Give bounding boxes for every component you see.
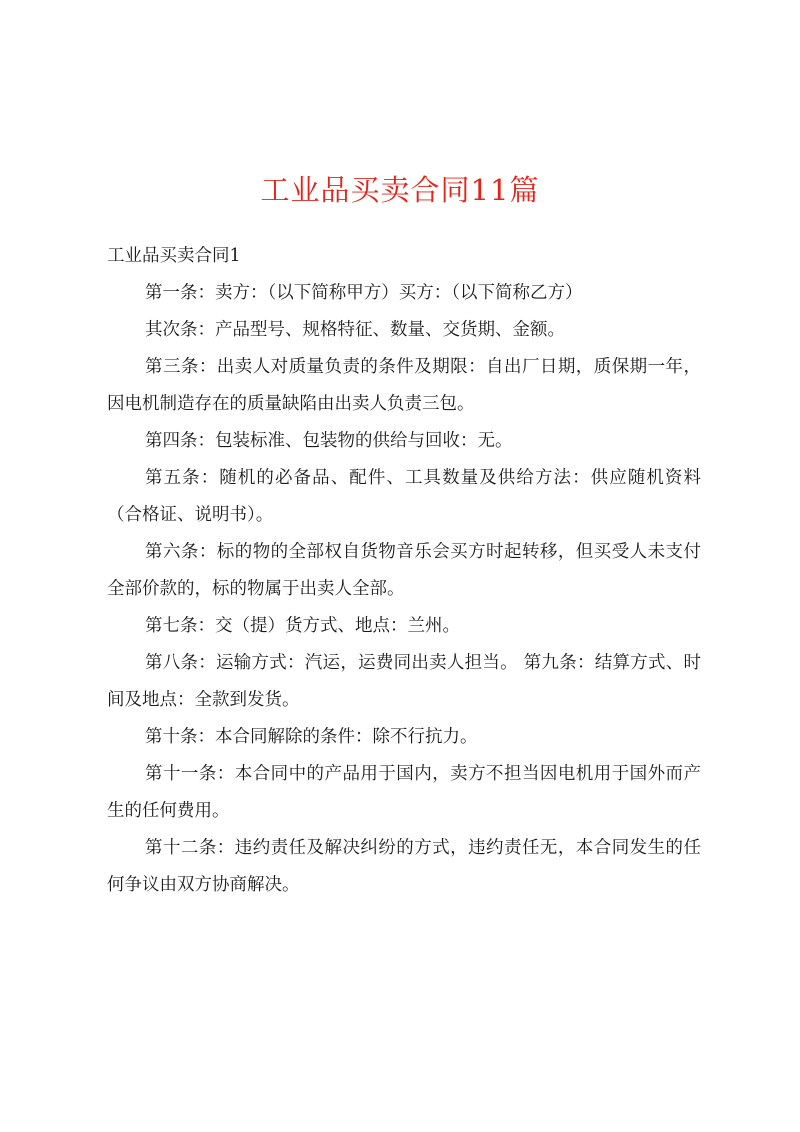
clause-6: 第六条：标的物的全部权自货物音乐会买方时起转移，但买受人未支付全部价款的，标的物属于出卖人全部。 — [107, 542, 701, 599]
clause-11: 第十一条：本合同中的产品用于国内，卖方不担当因电机用于国外而产生的任何费用。 — [107, 764, 701, 821]
document-title: 工业品买卖合同11篇 — [260, 173, 540, 207]
clause-12: 第十二条：违约责任及解决纠纷的方式，违约责任无，本合同发生的任何争议由双方协商解决。 — [107, 838, 701, 895]
clause-7: 第七条：交（提）货方式、地点：兰州。 — [145, 616, 460, 636]
clause-8-9: 第八条：运输方式：汽运，运费同出卖人担当。 第九条：结算方式、时间及地点：全款到发货。 — [107, 653, 701, 710]
clause-10: 第十条：本合同解除的条件：除不行抗力。 — [145, 727, 478, 747]
clause-1: 第一条：卖方：（以下简称甲方）买方：（以下简称乙方） — [145, 283, 583, 303]
section-heading: 工业品买卖合同1 — [107, 246, 241, 266]
document-body — [107, 238, 701, 904]
clause-4: 第四条：包装标准、包装物的供给与回收：无。 — [145, 431, 513, 451]
clause-5: 第五条：随机的必备品、配件、工具数量及供给方法：供应随机资料（合格证、说明书）。 — [107, 468, 701, 525]
clause-2: 其次条：产品型号、规格特征、数量、交货期、金额。 — [145, 320, 565, 340]
clause-3: 第三条：出卖人对质量负责的条件及期限：自出厂日期，质保期一年，因电机制造存在的质量缺陷由出卖人负责三包。 — [107, 357, 701, 414]
